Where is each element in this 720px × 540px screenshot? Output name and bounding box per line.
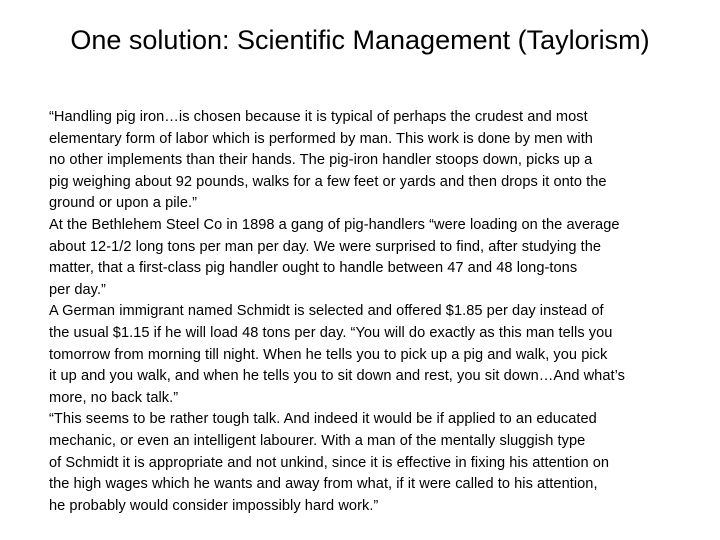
body-line: per day.” <box>49 281 106 298</box>
body-line: mechanic, or even an intelligent labourer. With a man of the mentally sluggish type <box>49 432 586 449</box>
slide-body-text <box>49 107 717 517</box>
body-line: the high wages which he wants and away from what, if it were called to his attention, <box>49 476 598 493</box>
body-line: of Schmidt it is appropriate and not unkind, since it is effective in fixing his attention on <box>49 454 610 471</box>
body-line: he probably would consider impossibly hard work.” <box>49 497 379 514</box>
body-line: “This seems to be rather tough talk. And indeed it would be if applied to an educated <box>49 411 597 428</box>
body-line: pig weighing about 92 pounds, walks for a few feet or yards and then drops it onto the <box>49 173 607 190</box>
body-line: At the Bethlehem Steel Co in 1898 a gang of pig-handlers “were loading on the average <box>49 216 620 233</box>
body-line: about 12-1/2 long tons per man per day. We were surprised to find, after studying the <box>49 238 602 255</box>
body-line: matter, that a first-class pig handler ought to handle between 47 and 48 long-tons <box>49 260 578 277</box>
body-line: A German immigrant named Schmidt is selected and offered $1.85 per day instead of <box>49 303 604 320</box>
body-line: it up and you walk, and when he tells you to sit down and rest, you sit down…And what’s <box>49 368 625 385</box>
body-line: elementary form of labor which is performed by man. This work is done by men with <box>49 130 593 147</box>
body-line: ground or upon a pile.” <box>49 195 197 212</box>
body-line: more, no back talk.” <box>49 389 179 406</box>
body-line: no other implements than their hands. The pig-iron handler stoops down, picks up a <box>49 152 593 169</box>
body-line: the usual $1.15 if he will load 48 tons per day. “You will do exactly as this man tells you <box>49 324 613 341</box>
slide-title: One solution: Scientific Management (Taylorism) <box>70 25 650 55</box>
body-line: tomorrow from morning till night. When he tells you to pick up a pig and walk, you pick <box>49 346 608 363</box>
body-line: “Handling pig iron…is chosen because it is typical of perhaps the crudest and most <box>49 109 588 125</box>
